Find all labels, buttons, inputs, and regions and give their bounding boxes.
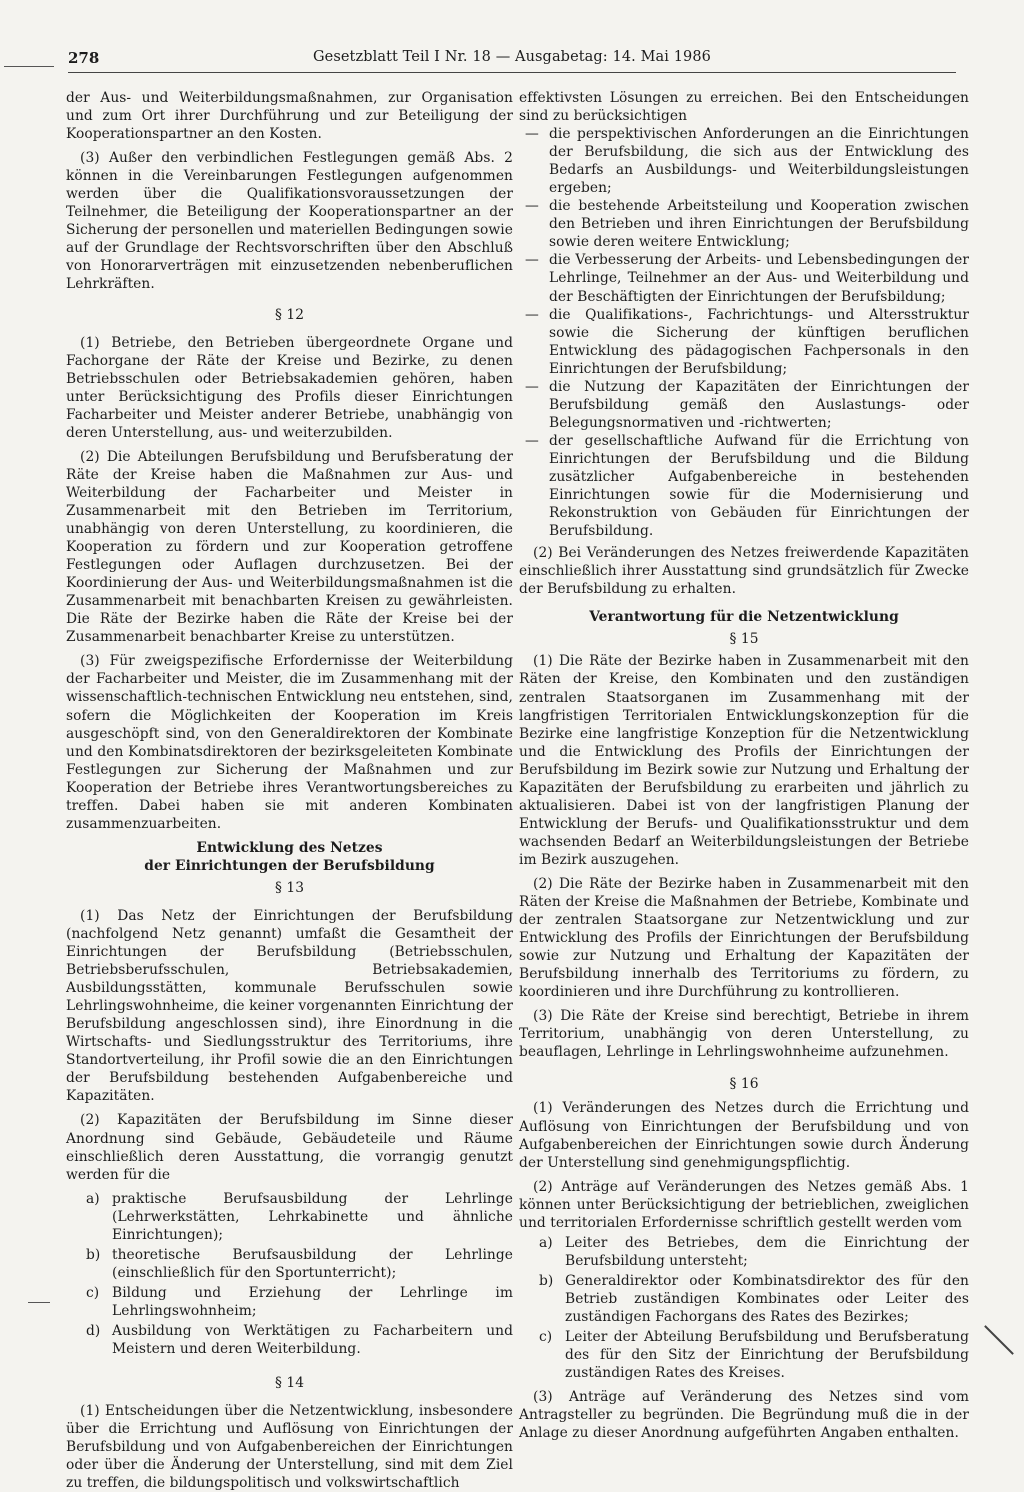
paragraph: (3) Für zweigspezifische Erfordernisse der Weiterbildung der Facharbeiter und Meister, die im Zusammenhang mit der wissenschaftlich-technischen Entwicklung neu entstehen, sind, sofern die Möglichkeiten der Kooperation im Kreis ausgeschöpft sind, von den Generaldirektoren der Kombinate und den Kombinatsdirektoren der bezirksgeleiteten Kombinate Festlegungen zur Sicherung der Maßnahmen und zur Kooperation der Betriebe ihres Verantwortungsbereiches zu treffen. Dabei haben sie mit anderen Kombinaten zusammenzuarbeiten. [66,653,513,832]
heading-line: Entwicklung des Netzes [196,839,383,856]
margin-mark [4,66,54,67]
section-number: § 16 [729,1076,759,1093]
list-label: c) [539,1329,553,1346]
paragraph: (1) Betriebe, den Betrieben übergeordnete Organe und Fachorgane der Räte der Kreise und Bezirke, zu denen Betriebsschulen oder Betriebsakademien gehören, haben unter Berücksichtigung des Profils dieser Einrichtungen Facharbeiter und Meister anderer Betriebe, unabhängig von deren Unterstellung, aus- und weiterzubilden. [66,334,513,441]
list-item [519,125,969,197]
list-item [519,1328,969,1382]
list-text: Generaldirektor oder Kombinatsdirektor des für den Betrieb zuständigen Kombinates oder Leiter des zuständigen Fachorgans des Rates des Bezirkes; [565,1272,969,1325]
list-text: die Nutzung der Kapazitäten der Einrichtungen der Berufsbildung gemäß den Auslastungs- oder Belegungsnormativen und -richtwerten; [549,378,969,431]
paragraph: (3) Außer den verbindlichen Festlegungen gemäß Abs. 2 können in die Vereinbarungen Festlegungen aufgenommen werden über die Qualifikationsvoraussetzungen der Teilnehmer, die Beteiligung der Kooperationspartner an der Sicherung der personellen und materiellen Bedingungen sowie auf der Grundlage der Rechtsvorschriften über den Abschluß von Honorarverträgen mit einzusetzenden nebenberuflichen Lehrkräften. [66,150,513,293]
paragraph: (2) Die Räte der Bezirke haben in Zusammenarbeit mit den Räten der Kreise die Maßnahmen der Betriebe, Kombinate und der zentralen Staatsorgane zur Netzentwicklung und zur Entwicklung des Profils der Einrichtungen der Berufsbildung sowie zur Nutzung und Erhaltung der Kapazitäten der Berufsbildung innerhalb des Territoriums zu fördern, zu koordinieren und ihre Durchführung zu kontrollieren. [519,875,969,1001]
paragraph: (1) Die Räte der Bezirke haben in Zusammenarbeit mit den Räten der Kreise, den Kombinaten und den zuständigen zentralen Staatsorganen im Zusammenhang mit der langfristigen Territorialen Entwicklungskonzeption für die Bezirke eine langfristige Konzeption für die Netzentwicklung und die Entwicklung des Profils der Einrichtungen der Berufsbildung im Bezirk sowie zur Nutzung und Erhaltung der Kapazitäten der Berufsbildung zu erarbeiten und jährlich zu aktualisieren. Dabei ist von der langfristigen Planung der Entwicklung der Berufs- und Qualifikationsstruktur und dem wachsenden Bedarf an Weiterbildungsleistungen der Betriebe im Bezirk auszugehen. [519,653,969,868]
heading-line: der Einrichtungen der Berufsbildung [144,857,435,874]
paragraph: (1) Entscheidungen über die Netzentwicklung, insbesondere über die Errichtung und Auflösung von Einrichtungen der Berufsbildung und von Aufgabenbereichen der Einrichtungen oder über die Änderung der Unterstellung, sind mit dem Ziel zu treffen, die bildungspolitisch und volkswirtschaftlich [66,1403,513,1492]
right-column [519,89,969,1442]
paragraph: (3) Die Räte der Kreise sind berechtigt, Betriebe in ihrem Territorium, unabhängig von deren Unterstellung, zu beauflagen, Lehrlinge in Lehrlingswohnheime aufzunehmen. [519,1008,969,1061]
margin-mark [28,1302,50,1303]
list-item [66,1322,513,1358]
list-item [519,378,969,432]
dash-bullet: — [525,432,539,449]
list-label: b) [86,1246,101,1263]
list-item [519,1272,969,1326]
paragraph: (2) Anträge auf Veränderungen des Netzes gemäß Abs. 1 können unter Berücksichtigung der betrieblichen, zweiglichen und territorialen Erfordernisse schriftlich gestellt werden vom [519,1178,969,1231]
list-label: a) [539,1234,553,1251]
list-label: c) [86,1284,100,1301]
paragraph: (1) Das Netz der Einrichtungen der Berufsbildung (nachfolgend Netz genannt) umfaßt die Gesamtheit der Einrichtungen der Berufsbildung (Betriebsschulen, Betriebsberufsschulen, Betriebsakademien, Ausbildungsstätten, kommunale Berufsschulen sowie Lehrlingswohnheime, die keiner vorgenannten Einrichtung der Berufsbildung angeschlossen sind), ihre Einordnung in die Wirtschafts- und Siedlungsstruktur des Territoriums, ihre Standortverteilung, ihr Profil sowie die an den Einrichtungen der Berufsbildung bestehenden Aufgabenbereiche und Kapazitäten. [66,907,513,1105]
list-text: die perspektivischen Anforderungen an die Einrichtungen der Berufsbildung, die sich aus der Entwicklung des Bedarfs an Ausbildungs- und Weiterbildungsleistungen ergeben; [549,126,969,197]
list-text: theoretische Berufsausbildung der Lehrlinge (einschließlich für den Sportunterricht); [112,1246,513,1281]
dash-bullet: — [525,306,539,323]
list-item [519,1234,969,1270]
list-text: Leiter der Abteilung Berufsbildung und Berufsberatung des für den Sitz der Einrichtung der Berufsbildung zuständigen Rates des Kreises. [565,1329,969,1382]
list-label: b) [539,1272,554,1289]
paragraph: (2) Bei Veränderungen des Netzes freiwerdende Kapazitäten einschließlich ihrer Ausstattung sind grundsätzlich für Zwecke der Berufsbildung zu erhalten. [519,545,969,598]
section-heading: Verantwortung für die Netzentwicklung [589,609,899,626]
list-item [519,306,969,378]
enumerated-list [519,1234,969,1382]
dash-bullet: — [525,126,539,143]
dash-bullet: — [525,378,539,395]
paragraph: (2) Kapazitäten der Berufsbildung im Sinne dieser Anordnung sind Gebäude, Gebäudeteile und Räume einschließlich deren Ausstattung, die vorrangig genutzt werden für die [66,1112,513,1183]
list-label: a) [86,1190,100,1207]
list-text: Leiter des Betriebes, dem die Einrichtung der Berufsbildung untersteht; [565,1234,969,1269]
page-header [68,48,956,73]
header-title: Gesetzblatt Teil I Nr. 18 — Ausgabetag: 14. Mai 1986 [312,49,712,65]
section-number: § 15 [729,631,759,648]
dash-bullet: — [525,198,539,215]
section-number: § 12 [274,306,305,323]
list-text: Ausbildung von Werktätigen zu Facharbeitern und Meistern und deren Weiterbildung. [112,1323,513,1358]
list-item [66,1284,513,1320]
list-item [519,251,969,305]
dash-bullet: — [525,252,539,269]
list-text: der gesellschaftliche Aufwand für die Errichtung von Einrichtungen der Berufsbildung und die Bildung zusätzlicher Aufgabenbereiche in bestehenden Einrichtungen sowie für die Modernisierung und Rekonstruktion von Gebäuden für Einrichtungen der Berufsbildung. [549,432,969,540]
paragraph: (2) Die Abteilungen Berufsbildung und Berufsberatung der Räte der Kreise haben die Maßnahmen zur Aus- und Weiterbildung der Facharbeiter und Meister in Zusammenarbeit mit den Betrieben im Territorium, unabhängig von deren Unterstellung, zu koordinieren, die Kooperation zu fördern und zur Kooperation getroffene Festlegungen oder Auflagen durchzusetzen. Bei der Koordinierung der Aus- und Weiterbildungsmaßnahmen ist die Zusammenarbeit mit benachbarten Kreisen zu gewährleisten. Die Räte der Bezirke haben die Räte der Kreise bei der Zusammenarbeit benachbarter Kreise zu unterstützen. [66,448,513,646]
list-text: die Qualifikations-, Fachrichtungs- und Altersstruktur sowie die Sicherung der künftigen beruflichen Entwicklung des pädagogischen Fachpersonals in den Einrichtungen der Berufsbildung; [549,306,969,377]
paragraph: (1) Veränderungen des Netzes durch die Errichtung und Auflösung von Einrichtungen der Berufsbildung und von Aufgabenbereichen der Einrichtungen sowie durch Änderung der Unterstellung sind genehmigungspflichtig. [519,1100,969,1171]
section-number: § 13 [274,879,305,896]
list-item [519,197,969,251]
list-text: Bildung und Erziehung der Lehrlinge im Lehrlingswohnheim; [112,1284,513,1319]
margin-stroke [984,1325,1014,1355]
paragraph: effektivsten Lösungen zu erreichen. Bei den Entscheidungen sind zu berücksichtigen [519,90,969,125]
list-text: die bestehende Arbeitsteilung und Kooperation zwischen den Betrieben und ihren Einrichtungen der Berufsbildung sowie deren weitere Entwicklung; [549,198,969,251]
section-heading [66,839,513,875]
section-number: § 14 [274,1375,305,1392]
dash-list [519,125,969,540]
list-item [519,432,969,540]
list-item [66,1190,513,1244]
enumerated-list [66,1190,513,1358]
list-text: die Verbesserung der Arbeits- und Lebensbedingungen der Lehrlinge, Teilnehmer an der Aus- und Weiterbildung und der Beschäftigten der Einrichtungen der Berufsbildung; [549,252,969,305]
list-text: praktische Berufsausbildung der Lehrlinge (Lehrwerkstätten, Lehrkabinette und ähnliche Einrichtungen); [112,1190,513,1243]
page-number: 278 [68,49,100,67]
list-label: d) [86,1323,101,1339]
paragraph: (3) Anträge auf Veränderung des Netzes sind vom Antragsteller zu begründen. Die Begründung muß die in der Anlage zu dieser Anordnung aufgeführten Angaben enthalten. [519,1389,969,1442]
list-item [66,1246,513,1282]
left-column [66,89,513,1492]
paragraph: der Aus- und Weiterbildungsmaßnahmen, zur Organisation und zum Ort ihrer Durchführung und zur Beteiligung der Kooperationspartner an den Kosten. [66,90,513,143]
